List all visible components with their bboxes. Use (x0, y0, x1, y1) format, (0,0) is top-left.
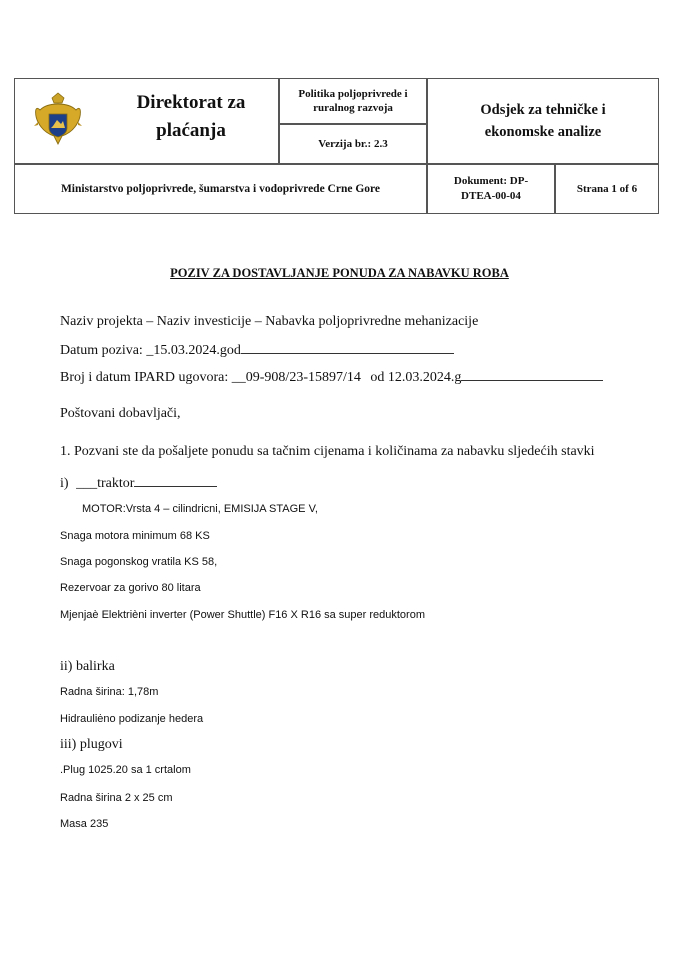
item-1-spec: Snaga pogonskog vratila KS 58, (60, 556, 218, 568)
intro-text: 1. Pozvani ste da pošaljete ponudu sa tačnim cijenama i količinama za nabavku sljedećih stavki (60, 444, 595, 459)
title-text: POZIV ZA DOSTAVLJANJE PONUDA ZA NABAVKU ROBA (170, 266, 509, 280)
page-number: Strana 1 of 6 (576, 183, 638, 195)
item-3-spec: .Plug 1025.20 sa 1 crtalom (60, 764, 191, 776)
item-2-spec: Hidrauliėno podizanje hedera (60, 713, 204, 725)
ministry-cell (14, 164, 427, 214)
item-2-spec: Radna širina: 1,78m (60, 686, 159, 698)
directorate-title: Direktorat za plaćanja (136, 92, 246, 141)
item-1-heading (60, 474, 217, 492)
item-3-heading: iii) plugovi (60, 737, 123, 752)
version-text: Verzija br.: 2.3 (318, 138, 388, 150)
item-3-spec: Masa 235 (60, 818, 109, 830)
item-1-name: ___traktor (76, 476, 135, 491)
document-code: Dokument: DP-DTEA-00-04 (453, 175, 529, 202)
date-label: Datum poziva: (60, 343, 143, 358)
date-underline (241, 341, 454, 354)
ipard-date: od 12.03.2024.g (370, 370, 462, 385)
date-line (60, 341, 454, 359)
policy-cell (279, 78, 427, 124)
item-2-heading: ii) balirka (60, 659, 115, 674)
item-1-number: i) (60, 476, 69, 491)
policy-text: Politika poljoprivrede i ruralnog razvoja (298, 88, 408, 114)
item-3-spec: Radna širina 2 x 25 cm (60, 792, 173, 804)
document-title (0, 266, 679, 281)
ipard-underline (461, 368, 603, 381)
document-header (14, 78, 659, 214)
item-1-spec: Rezervoar za gorivo 80 litara (60, 582, 201, 594)
item-1-spec: MOTOR:Vrsta 4 – cilindricni, EMISIJA STAGE V, (82, 503, 318, 515)
project-line: Naziv projekta – Naziv investicije – Nabavka poljoprivredne mehanizacije (60, 314, 479, 329)
item-1-spec: Snaga motora minimum 68 KS (60, 530, 210, 542)
ipard-number: __09-908/23-15897/14 (231, 370, 361, 385)
ministry-text: Ministarstvo poljoprivrede, šumarstva i vodoprivrede Crne Gore (60, 183, 381, 195)
ipard-label: Broj i datum IPARD ugovora: (60, 370, 229, 385)
greeting: Poštovani dobavljači, (60, 406, 181, 421)
page-cell (555, 164, 659, 214)
document-cell (427, 164, 555, 214)
date-value: _15.03.2024.god (146, 343, 241, 358)
department-cell (427, 78, 659, 164)
ipard-line (60, 368, 603, 386)
item-1-underline (134, 474, 217, 487)
department-text: Odsjek za tehničke i ekonomske analize (480, 102, 606, 140)
item-1-spec: Mjenjaè Elektrièni inverter (Power Shuttle) F16 X R16 sa super reduktorom (60, 609, 425, 621)
coat-of-arms-icon (32, 92, 84, 150)
version-cell (279, 124, 427, 164)
